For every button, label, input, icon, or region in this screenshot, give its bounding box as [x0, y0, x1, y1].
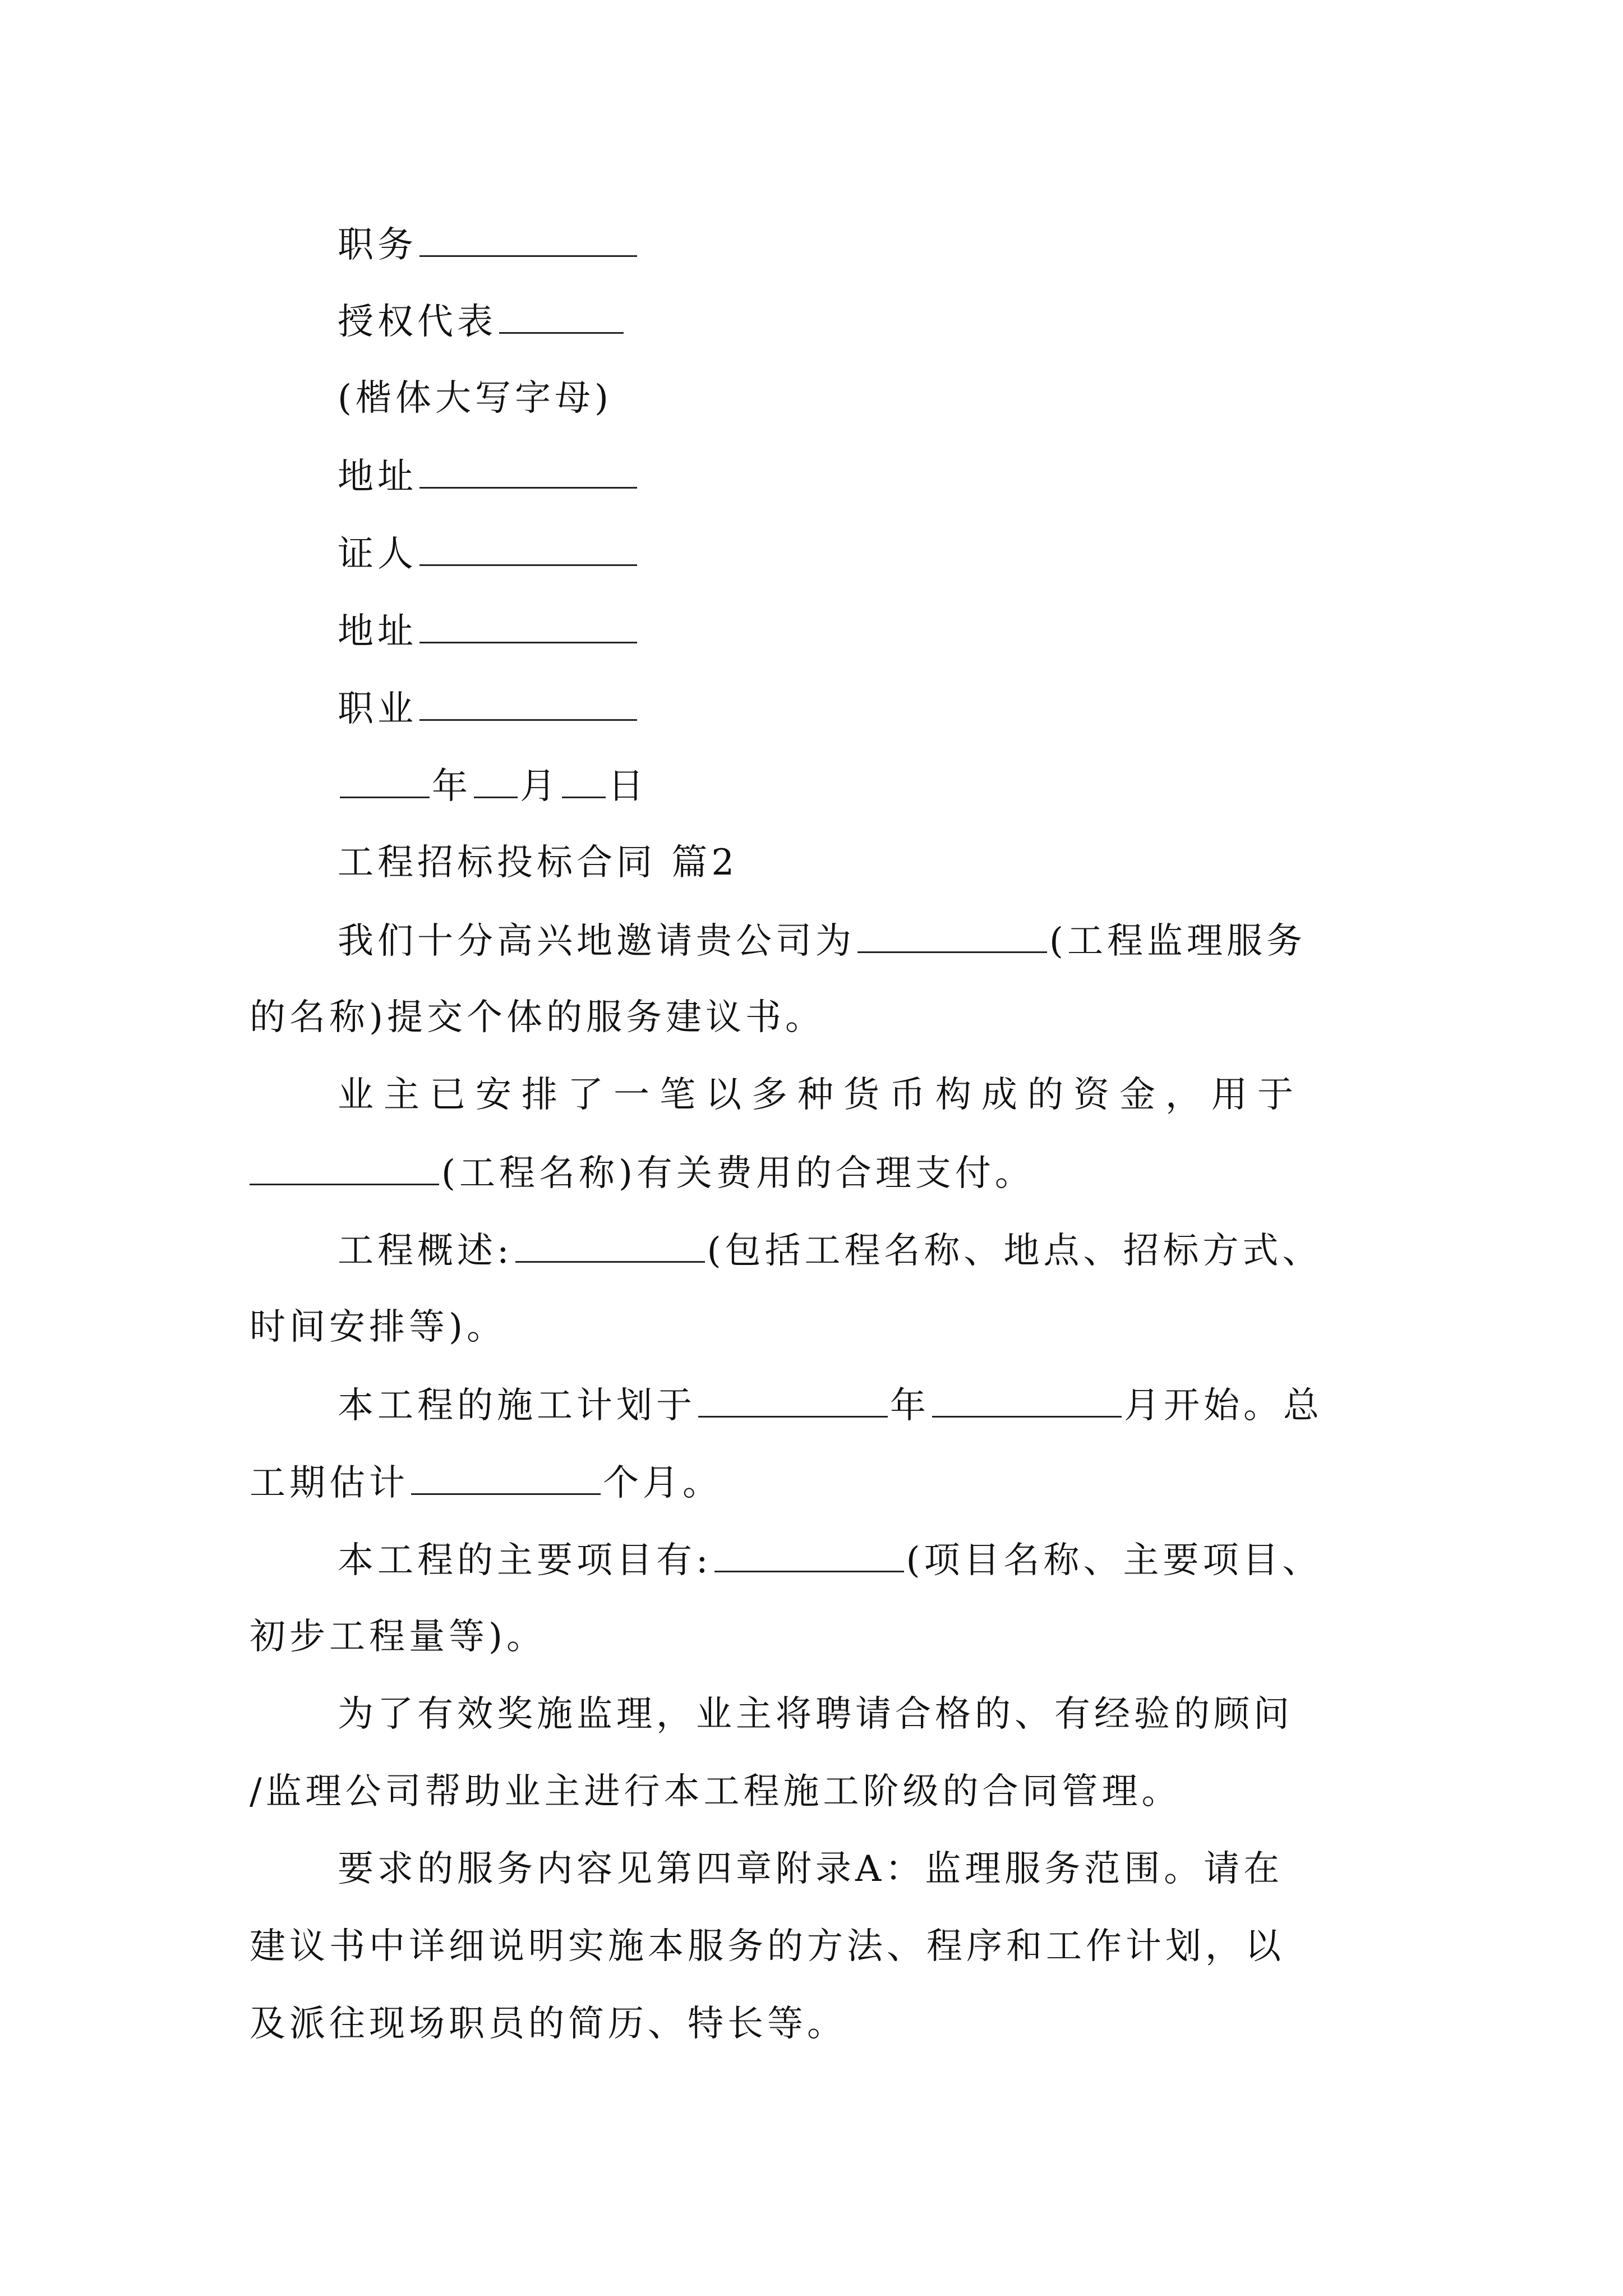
position-label: 职务	[338, 224, 417, 266]
paragraph-7-line-2: 建议书中详细说明实施本服务的方法、程序和工作计划，以	[250, 1926, 1285, 1967]
paragraph-5-line-2: 初步工程量等)。	[250, 1616, 546, 1658]
paragraph-6-line-1: 为了有效奖施监理，业主将聘请合格的、有经验的顾问	[338, 1694, 1293, 1735]
paragraph-4-line-2	[250, 1460, 722, 1506]
p3-text-a: 工程概述:	[338, 1230, 513, 1272]
position-field	[338, 222, 639, 268]
p1-text-b: (工程监理服务	[1049, 921, 1306, 962]
block-letters-note: (楷体大写字母)	[338, 378, 612, 419]
authorized-rep-label: 授权代表	[338, 301, 497, 343]
paragraph-3-line-2: 时间安排等)。	[250, 1306, 506, 1348]
year-label: 年	[432, 766, 472, 807]
occupation-field	[338, 685, 639, 731]
authorized-rep-field	[338, 298, 626, 344]
p1-text-a: 我们十分高兴地邀请贵公司为	[338, 921, 855, 962]
p4-blank-month	[932, 1382, 1122, 1418]
address-blank-2	[419, 608, 637, 643]
p3-blank	[515, 1227, 705, 1263]
paragraph-7-line-1: 要求的服务内容见第四章附录A：监理服务范围。请在	[338, 1848, 1284, 1890]
address-field-1	[338, 453, 639, 499]
address-field-2	[338, 608, 639, 654]
p3-text-b: (包括工程名称、地点、招标方式、	[707, 1230, 1322, 1272]
address-label-1: 地址	[338, 456, 417, 498]
month-blank	[474, 763, 518, 798]
p4-text-b: 年	[890, 1385, 930, 1427]
year-blank	[340, 763, 430, 798]
paragraph-1-line-2: 的名称)提交个体的服务建议书。	[250, 997, 825, 1038]
occupation-blank	[419, 685, 637, 721]
month-label: 月	[520, 766, 560, 807]
witness-blank	[419, 531, 637, 566]
authorized-rep-blank	[499, 298, 624, 334]
p4-text-c: 月开始。总	[1124, 1385, 1323, 1427]
position-blank	[419, 222, 637, 257]
paragraph-3-line-1	[338, 1227, 1322, 1273]
p2-blank	[250, 1150, 439, 1185]
p4-text-e: 个月。	[603, 1462, 722, 1504]
section-title: 工程招标投标合同 篇2	[338, 842, 739, 884]
day-blank	[562, 763, 606, 798]
paragraph-4-line-1	[338, 1382, 1323, 1428]
p5-blank	[714, 1537, 904, 1572]
p2-text: (工程名称)有关费用的合理支付。	[441, 1153, 1035, 1194]
witness-field	[338, 531, 639, 577]
paragraph-2-line-1: 业主已安排了一笔以多种货币构成的资金，用于	[338, 1074, 1303, 1116]
p1-blank	[857, 918, 1047, 953]
occupation-label: 职业	[338, 688, 417, 730]
paragraph-6-line-2: /监理公司帮助业主进行本工程施工阶级的合同管理。	[250, 1771, 1182, 1812]
address-label-2: 地址	[338, 611, 417, 652]
paragraph-2-line-2	[250, 1150, 1035, 1196]
p5-text-a: 本工程的主要项目有:	[338, 1540, 712, 1581]
witness-label: 证人	[338, 533, 417, 575]
date-field	[338, 763, 648, 809]
day-label: 日	[608, 766, 648, 807]
p4-blank-duration	[411, 1460, 601, 1495]
paragraph-1-line-1	[338, 918, 1306, 964]
p4-text-a: 本工程的施工计划于	[338, 1385, 696, 1427]
p4-blank-year	[698, 1382, 888, 1418]
p4-text-d: 工期估计	[250, 1462, 409, 1504]
paragraph-5-line-1	[338, 1537, 1322, 1583]
p5-text-b: (项目名称、主要项目、	[906, 1540, 1322, 1581]
paragraph-7-line-3: 及派往现场职员的简历、特长等。	[250, 2003, 847, 2045]
address-blank-1	[419, 453, 637, 489]
